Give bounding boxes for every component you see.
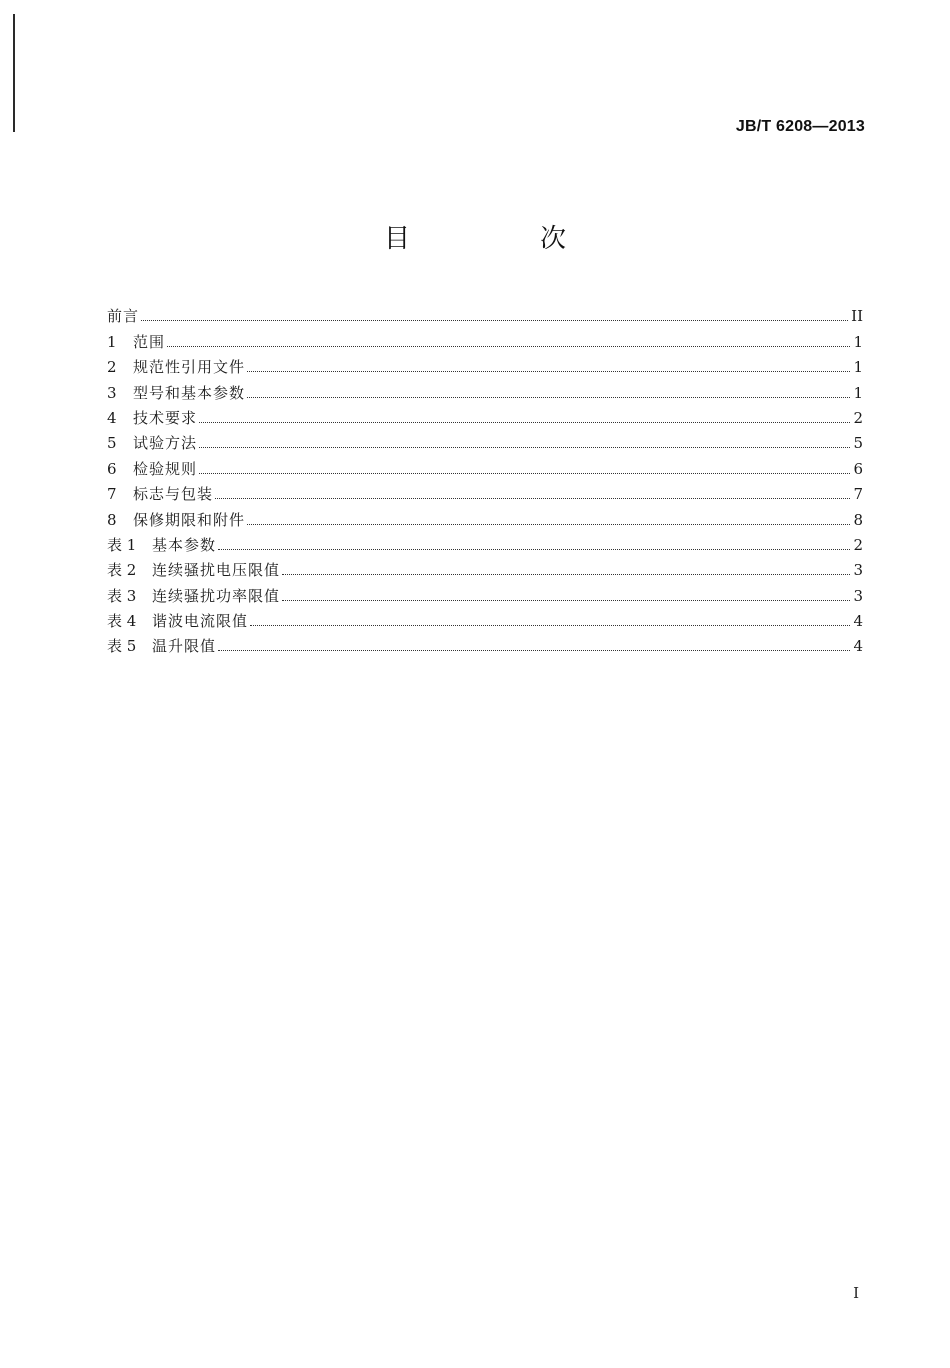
toc-entry[interactable]	[107, 427, 863, 452]
page-number: I	[853, 1284, 859, 1302]
page-title: 目 次	[383, 224, 618, 254]
toc-entry-title: 谐波电流限值	[152, 612, 249, 631]
dot-leader	[218, 548, 850, 550]
toc-entry-number: 表 4	[107, 612, 137, 631]
toc-entry[interactable]	[107, 325, 863, 350]
toc-entry-page: 1	[853, 332, 863, 351]
toc-entry-number: 4	[107, 408, 117, 427]
toc-entry[interactable]	[107, 376, 863, 401]
dot-leader	[199, 446, 850, 448]
toc-entry-page: 1	[853, 358, 863, 377]
toc-entry[interactable]	[107, 452, 863, 477]
toc-entry-number: 7	[107, 485, 117, 504]
toc-entry-title: 连续骚扰电压限值	[152, 561, 281, 580]
toc-entry-page: 2	[853, 535, 863, 554]
toc-entry-number: 1	[107, 332, 117, 351]
toc-entry-page: 4	[853, 612, 863, 631]
dot-leader	[247, 396, 850, 398]
margin-rule	[13, 14, 15, 132]
toc-table-entry[interactable]	[107, 630, 863, 655]
dot-leader	[215, 497, 850, 499]
toc-table-entry[interactable]	[107, 554, 863, 579]
toc-entry-number: 8	[107, 510, 117, 529]
dot-leader	[250, 624, 850, 626]
toc-entry[interactable]	[107, 402, 863, 427]
toc-entry-number: 表 3	[107, 586, 137, 605]
toc-entry-number: 表 5	[107, 637, 137, 656]
toc-entry[interactable]	[107, 300, 863, 325]
toc-entry-page: 5	[853, 434, 863, 453]
dot-leader	[141, 319, 848, 321]
toc-entry-title: 温升限值	[152, 637, 217, 656]
toc-entry-title: 连续骚扰功率限值	[152, 586, 281, 605]
toc-entry-title: 试验方法	[133, 434, 198, 453]
toc-entry-page: 7	[853, 485, 863, 504]
dot-leader	[199, 472, 850, 474]
table-of-contents	[107, 300, 863, 655]
toc-entry-title: 技术要求	[133, 408, 198, 427]
toc-entry-number: 5	[107, 434, 117, 453]
toc-entry-title: 检验规则	[133, 459, 198, 478]
toc-entry-page: 8	[853, 510, 863, 529]
toc-entry-title: 标志与包装	[133, 485, 214, 504]
standard-code: JB/T 6208—2013	[735, 118, 865, 135]
dot-leader	[167, 345, 850, 347]
toc-entry-page: II	[851, 307, 863, 326]
toc-entry-page: 3	[853, 586, 863, 605]
dot-leader	[247, 370, 850, 372]
toc-entry-page: 3	[853, 561, 863, 580]
toc-entry-title: 保修期限和附件	[133, 510, 246, 529]
toc-entry-number: 6	[107, 459, 117, 478]
toc-entry-number: 3	[107, 383, 117, 402]
toc-table-entry[interactable]	[107, 605, 863, 630]
toc-entry-page: 4	[853, 637, 863, 656]
toc-entry-number: 表 1	[107, 535, 137, 554]
dot-leader	[247, 523, 850, 525]
toc-entry-page: 1	[853, 383, 863, 402]
dot-leader	[199, 421, 850, 423]
toc-entry[interactable]	[107, 351, 863, 376]
toc-table-entry[interactable]	[107, 529, 863, 554]
toc-entry-page: 6	[853, 459, 863, 478]
toc-entry[interactable]	[107, 503, 863, 528]
toc-entry-page: 2	[853, 408, 863, 427]
dot-leader	[282, 573, 850, 575]
toc-entry-number: 2	[107, 358, 117, 377]
toc-entry-title: 型号和基本参数	[133, 383, 246, 402]
toc-entry[interactable]	[107, 478, 863, 503]
toc-entry-title: 规范性引用文件	[133, 358, 246, 377]
toc-entry-title: 基本参数	[152, 535, 217, 554]
toc-entry-title: 范围	[133, 332, 166, 351]
dot-leader	[282, 599, 850, 601]
toc-entry-number: 表 2	[107, 561, 137, 580]
toc-table-entry[interactable]	[107, 579, 863, 604]
dot-leader	[218, 649, 850, 651]
toc-entry-title: 前言	[107, 307, 140, 326]
